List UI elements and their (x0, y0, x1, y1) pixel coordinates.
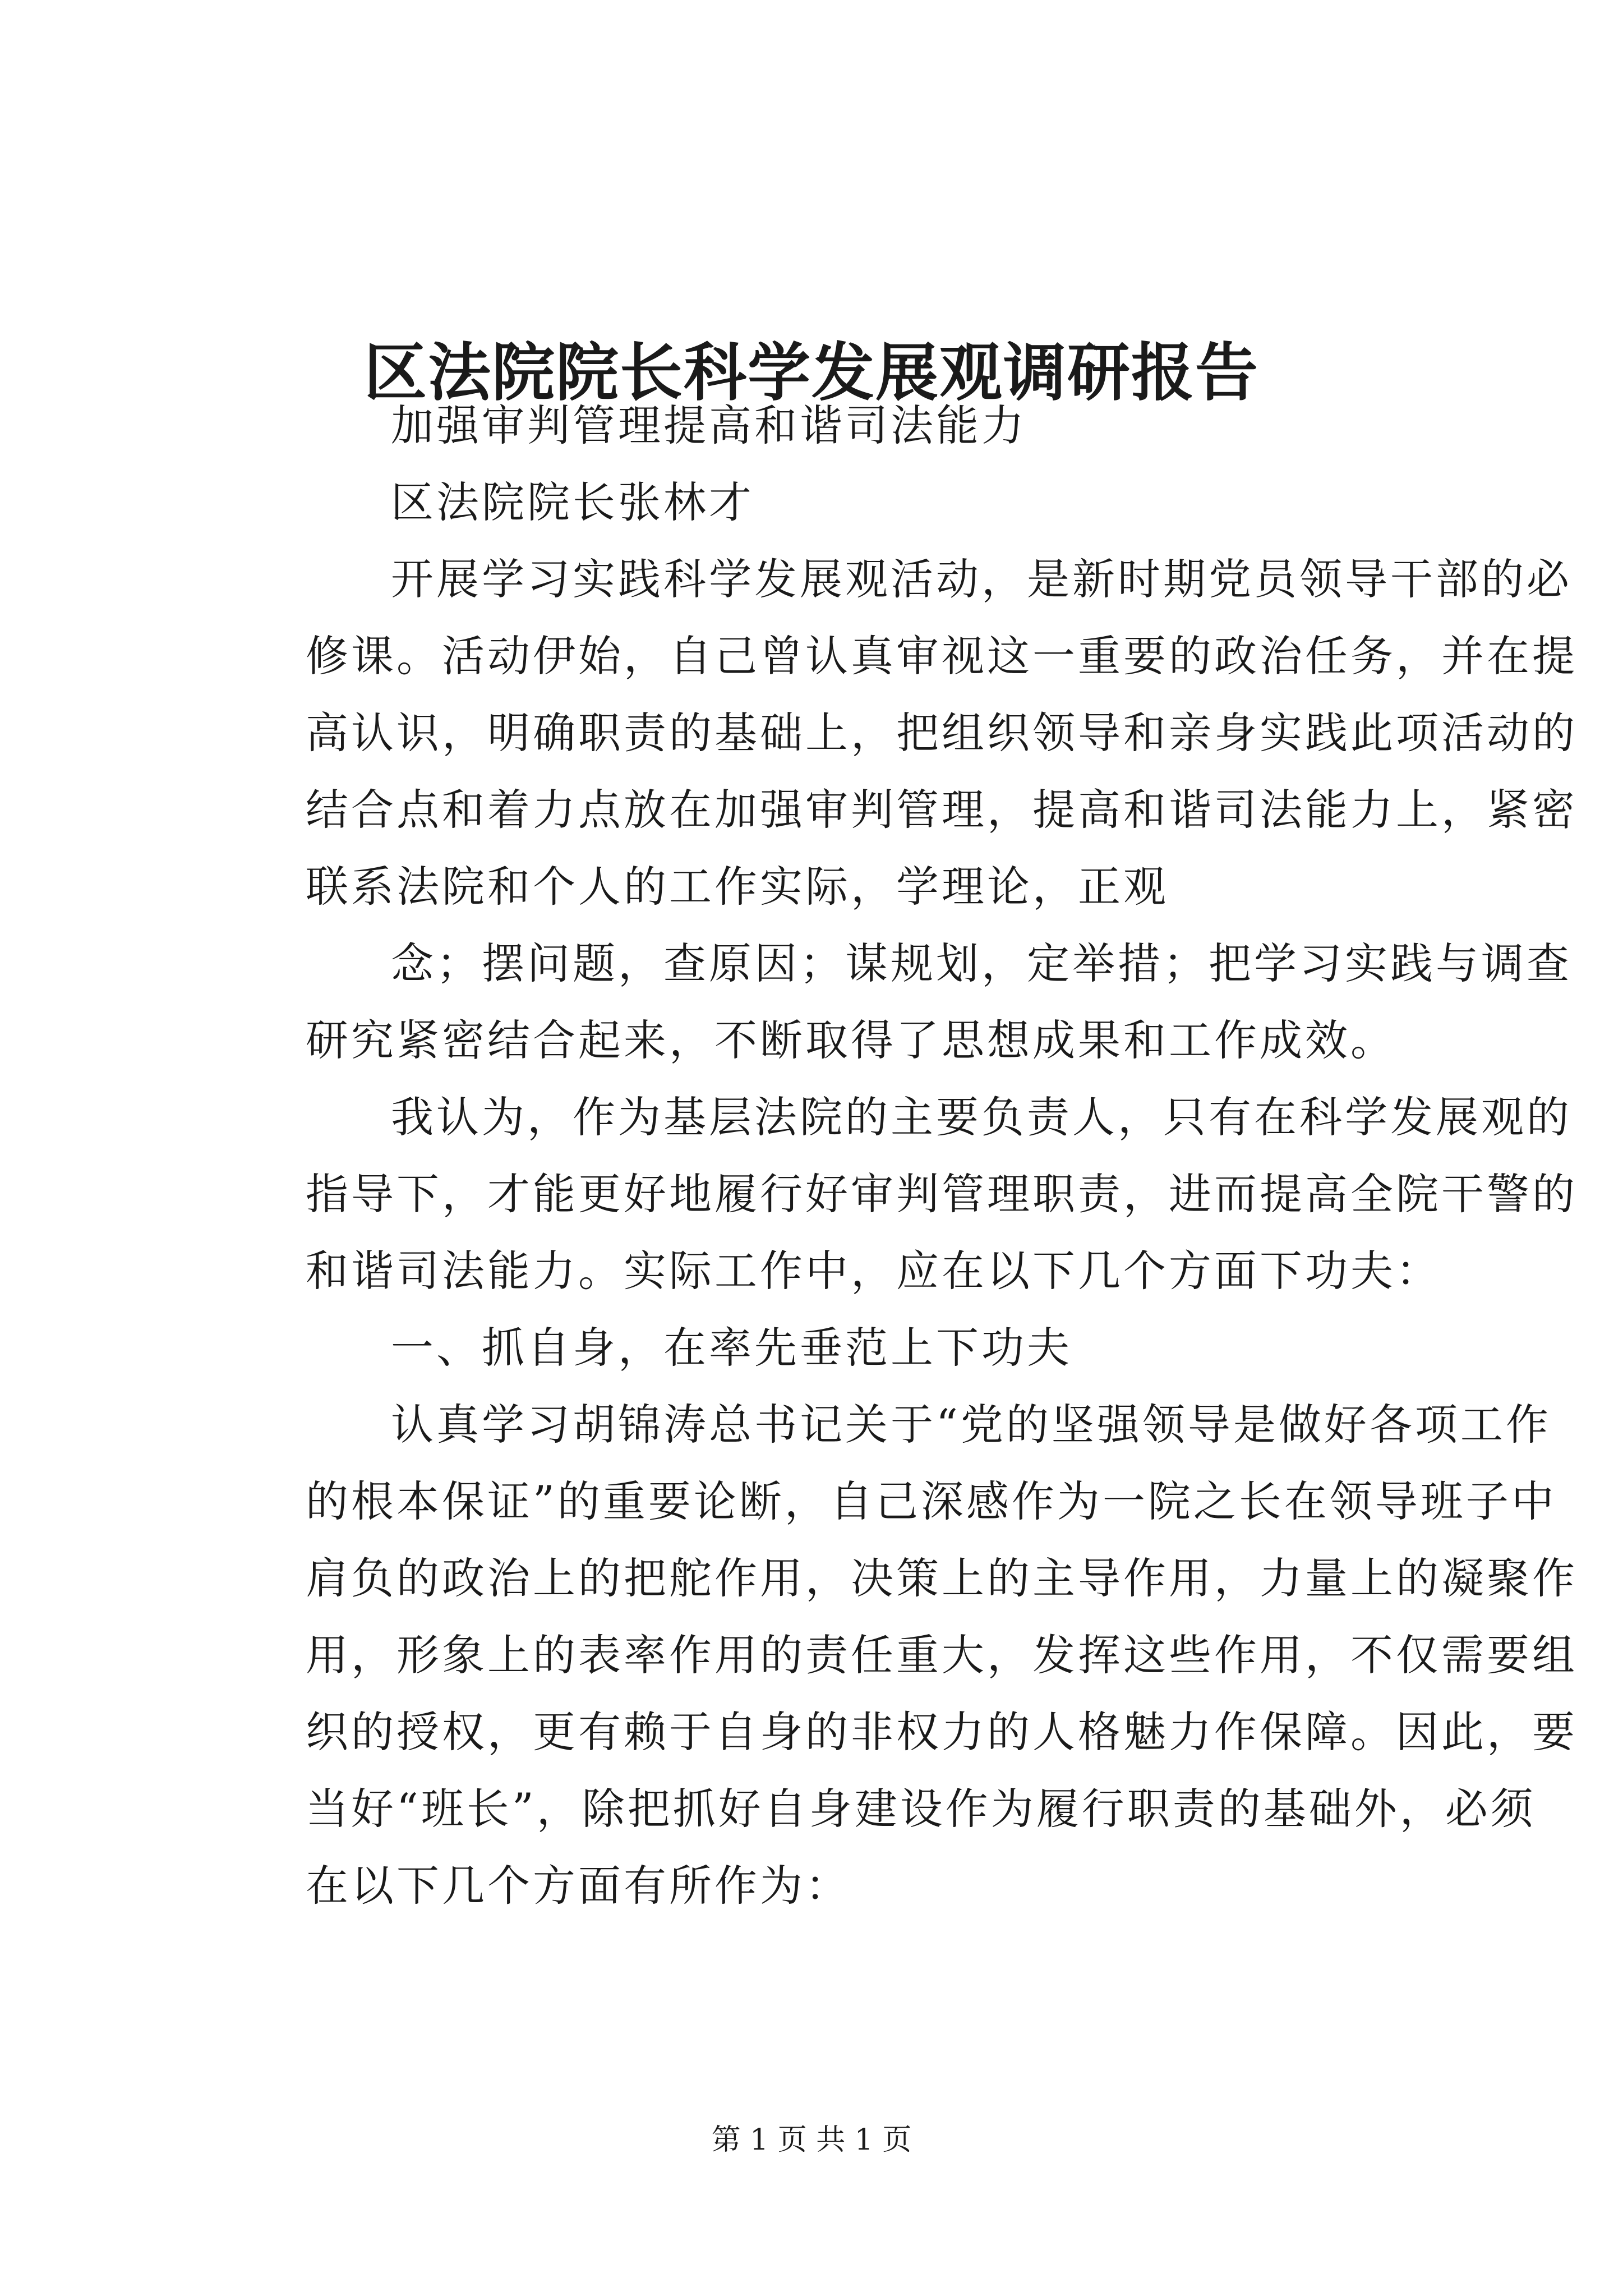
text-line: 联系法院和个人的工作实际，学理论，正观 (306, 862, 1169, 912)
body-paragraph (306, 541, 1578, 925)
text-line: 肩负的政治上的把舵作用，决策上的主导作用，力量上的凝聚作 (306, 1553, 1578, 1603)
text-line: 修课。活动伊始，自己曾认真审视这一重要的政治任务，并在提 (306, 631, 1578, 681)
text-line: 高认识，明确职责的基础上，把组织领导和亲身实践此项活动的 (306, 708, 1578, 758)
text-line: 区法院院长张林才 (391, 477, 754, 527)
text-line: 一、抓自身，在率先垂范上下功夫 (391, 1323, 1072, 1373)
page-footer: 第 1 页 共 1 页 (711, 2123, 912, 2157)
text-line: 开展学习实践科学发展观活动，是新时期党员领导干部的必 (391, 554, 1572, 604)
text-line: 和谐司法能力。实际工作中，应在以下几个方面下功夫： (306, 1246, 1441, 1296)
body-paragraph (306, 925, 1572, 1079)
document-title: 区法院院长科学发展观调研报告 (364, 336, 1259, 410)
body-paragraph (306, 1079, 1578, 1309)
text-line: 在以下几个方面有所作为： (306, 1861, 851, 1911)
text-line: 用，形象上的表率作用的责任重大，发挥这些作用，不仅需要组 (306, 1630, 1578, 1680)
text-line: 指导下，才能更好地履行好审判管理职责，进而提高全院干警的 (306, 1169, 1578, 1219)
text-line: 的根本保证”的重要论断，自己深感作为一院之长在领导班子中 (306, 1476, 1557, 1526)
subtitle-paragraph (306, 387, 1427, 464)
text-line: 研究紧密结合起来，不断取得了思想成果和工作成效。 (306, 1015, 1396, 1065)
text-line: 加强审判管理提高和谐司法能力 (391, 401, 1027, 450)
text-line: 认真学习胡锦涛总书记关于“党的坚强领导是做好各项工作 (391, 1400, 1551, 1450)
text-line: 念；摆问题，查原因；谋规划，定举措；把学习实践与调查 (391, 938, 1572, 988)
text-line: 织的授权，更有赖于自身的非权力的人格魅力作保障。因此，要 (306, 1707, 1578, 1757)
section-heading (306, 1309, 1427, 1386)
text-line: 我认为，作为基层法院的主要负责人，只有在科学发展观的 (391, 1092, 1572, 1142)
text-line: 当好“班长”，除把抓好自身建设作为履行职责的基础外，必须 (306, 1784, 1536, 1834)
document-body (306, 387, 1578, 1924)
text-line: 结合点和着力点放在加强审判管理，提高和谐司法能力上，紧密 (306, 785, 1578, 835)
body-paragraph (306, 1386, 1578, 1924)
author-paragraph (306, 464, 1427, 541)
